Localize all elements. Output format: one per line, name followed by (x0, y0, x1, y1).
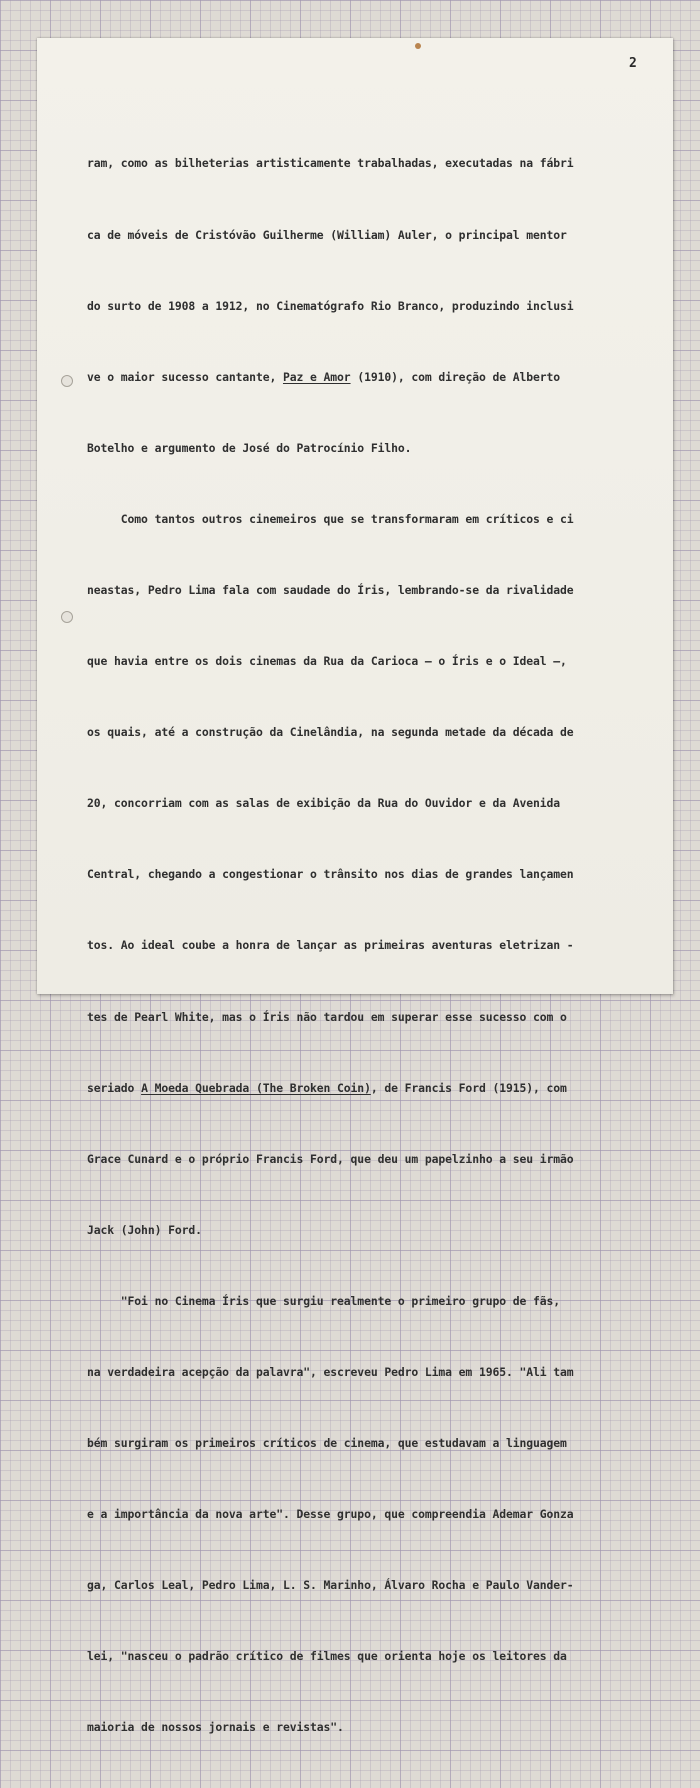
text-line: Central, chegando a congestionar o trânsito nos dias de grandes lançamen (87, 867, 574, 882)
text-line: ca de móveis de Cristóvão Guilherme (William) Auler, o principal mentor (87, 227, 567, 242)
text-line: 20, concorriam com as salas de exibição da Rua do Ouvidor e da Avenida (87, 796, 561, 811)
ink-smudge (415, 43, 421, 49)
text-line (87, 1077, 647, 1101)
text-line: lei, "nasceu o padrão crítico de filmes que orienta hoje os leitores da (87, 1649, 567, 1664)
text-line: Jack (John) Ford. (87, 1222, 202, 1237)
film-title-a-moeda-quebrada: A Moeda Quebrada (The Broken Coin) (141, 1080, 371, 1095)
text-line: e a importância da nova arte". Desse grupo, que compreendia Ademar Gonza (87, 1507, 574, 1522)
text-line: maioria de nossos jornais e revistas". (87, 1720, 344, 1735)
text-line: tos. Ao ideal coube a honra de lançar as primeiras aventuras eletrizan - (87, 938, 574, 953)
text-line-start: ve o maior sucesso cantante, (87, 369, 283, 384)
text-line: ga, Carlos Leal, Pedro Lima, L. S. Marinho, Álvaro Rocha e Paulo Vander- (87, 1578, 574, 1593)
text-line: Como tantos outros cinemeiros que se transformaram em críticos e ci (87, 511, 574, 526)
text-line: os quais, até a construção da Cinelândia, na segunda metade da década de (87, 725, 574, 740)
body-text (87, 105, 647, 1788)
text-line: tes de Pearl White, mas o Íris não tardou em superar esse sucesso com o (87, 1009, 567, 1024)
film-title-paz-e-amor: Paz e Amor (282, 369, 351, 384)
punch-hole-upper (61, 375, 73, 387)
text-line: do surto de 1908 a 1912, no Cinematógrafo Rio Branco, produzindo inclusi (87, 298, 574, 313)
text-line: Grace Cunard e o próprio Francis Ford, que deu um papelzinho a seu irmão (87, 1151, 574, 1166)
text-line-end: , de Francis Ford (1915), com (370, 1080, 567, 1095)
text-line-start: seriado (87, 1080, 142, 1095)
text-line: "Foi no Cinema Íris que surgiu realmente o primeiro grupo de fãs, (87, 1293, 561, 1308)
text-line: neastas, Pedro Lima fala com saudade do Íris, lembrando-se da rivalidade (87, 582, 574, 597)
text-line: ram, como as bilheterias artisticamente trabalhadas, executadas na fábri (87, 156, 574, 171)
text-line: na verdadeira acepção da palavra", escreveu Pedro Lima em 1965. "Ali tam (87, 1365, 574, 1379)
text-line-end: (1910), com direção de Alberto (350, 369, 561, 384)
text-line (87, 366, 647, 390)
punch-hole-lower (61, 611, 73, 623)
text-line: Botelho e argumento de José do Patrocínio Filho. (87, 440, 412, 455)
text-line: que havia entre os dois cinemas da Rua da Carioca — o Íris e o Ideal —, (87, 654, 567, 669)
page-number: 2 (629, 56, 637, 71)
text-line: bém surgiram os primeiros críticos de cinema, que estudavam a linguagem (87, 1436, 567, 1451)
typewritten-page (37, 38, 673, 1735)
